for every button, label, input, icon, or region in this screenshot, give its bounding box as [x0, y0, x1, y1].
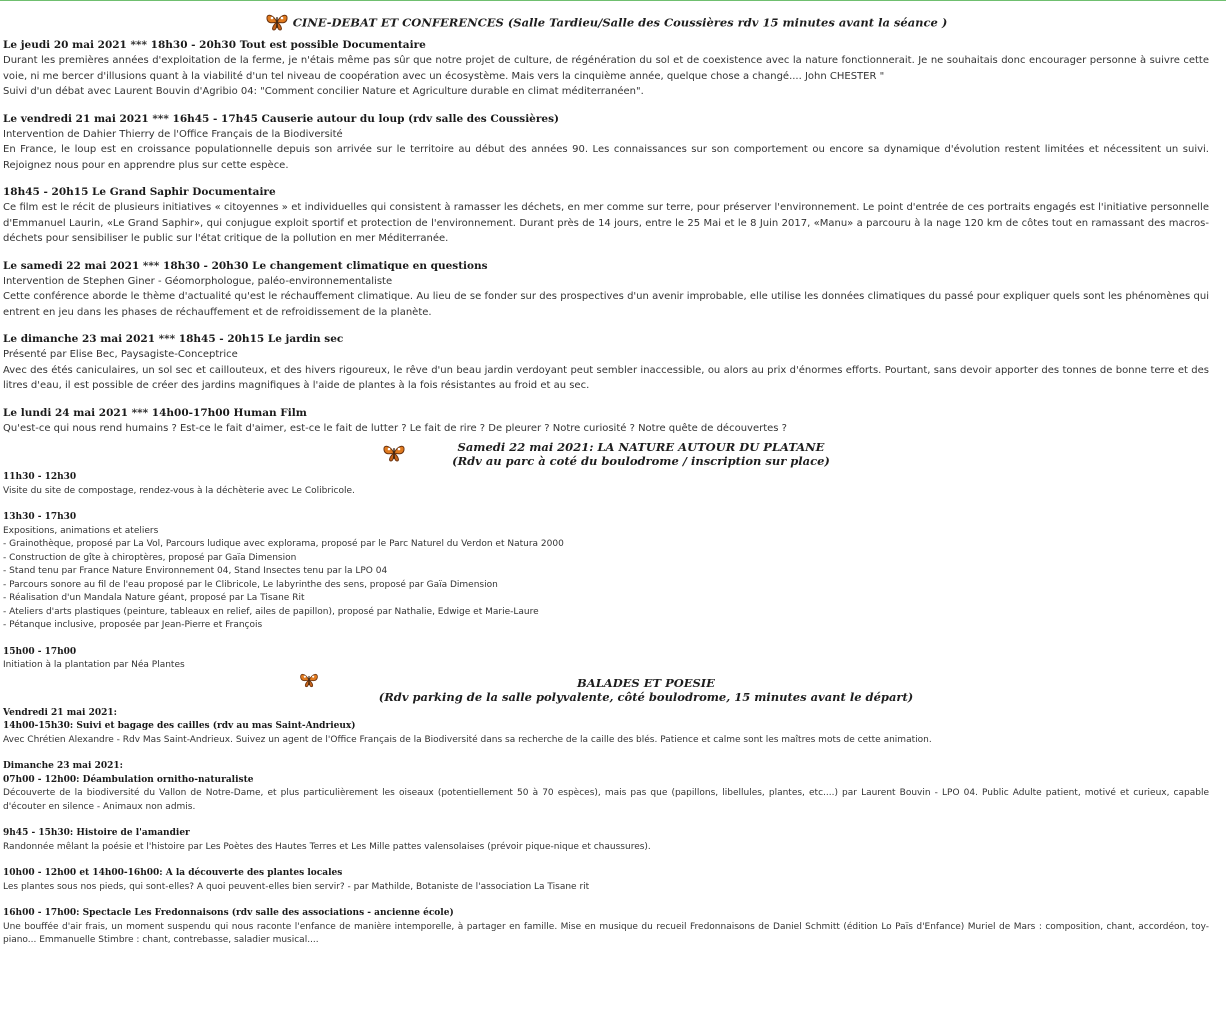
activity-text: Expositions, animations et ateliers	[3, 525, 159, 536]
event-title: 18h45 - 20h15 Le Grand Saphir Documentaire	[3, 186, 276, 198]
activity-text: - Stand tenu par France Nature Environnement 04, Stand Insectes tenu par la LPO 04	[3, 566, 388, 576]
balade-title: 16h00 - 17h00: Spectacle Les Fredonnaisons (rdv salle des associations - ancienne école)	[3, 908, 454, 918]
spacer	[3, 894, 1209, 907]
spacer	[3, 320, 1209, 332]
section-title-line1: BALADES ET POESIE	[577, 675, 715, 690]
activity-text: - Parcours sonore au fil de l'eau proposé par le Clibricole, Le labyrinthe des sens, proposé par Gaïa Dimension	[3, 579, 498, 590]
balade-block	[3, 760, 1209, 814]
event-text: Intervention de Dahier Thierry de l'Office Français de la Biodiversité	[3, 128, 343, 140]
balade-block	[3, 867, 1209, 894]
activity-block	[3, 471, 1209, 498]
event-block	[3, 112, 1209, 174]
event-text: Cette conférence aborde le thème d'actualité qu'est le réchauffement climatique. Au lieu de se fonder sur des prospectives d'un avenir improbable, elle utilise les données climatiques du passé pour expliquer quels sont les phénomènes qui entrent en jeu dans les phases de réchauffement et de refroidissement de la planète.	[3, 291, 1209, 318]
event-text: Qu'est-ce qui nous rend humains ? Est-ce le fait d'aimer, est-ce le fait de lutter ? Le fait de rire ? De pleurer ? Notre curiosité ? Notre quête de découvertes ?	[3, 422, 787, 434]
balade-text: Une bouffée d'air frais, un moment suspendu qui nous raconte l'enfance de manière intemporelle, à partager en famille. Mise en musique du recueil Fredonnaisons de Daniel Schmitt (édition Lo Païs d'Enfance) Muriel de Mars : composition, chant, accordéon, toy-piano... Emmanuelle Stimbre : chant, contrebasse, saladier musical....	[3, 921, 1209, 945]
saturday-activities	[3, 471, 1209, 673]
events-list	[3, 38, 1209, 436]
activity-text: - Pétanque inclusive, proposée par Jean-Pierre et François	[3, 620, 263, 630]
event-text: En France, le loup est en croissance populationnelle depuis son arrivée sur le territoire au début des années 90. Les connaissances sur son comportement ou encore sa dynamique d'évolution restent limitées et nécessitent un suivi. Rejoignez nous pour en apprendre plus sur cette espèce.	[3, 144, 1209, 171]
spacer	[3, 173, 1209, 185]
activity-text: Initiation à la plantation par Néa Plantes	[3, 660, 185, 670]
spacer	[3, 498, 1209, 511]
event-text: Intervention de Stephen Giner - Géomorphologue, paléo-environnementaliste	[3, 275, 393, 287]
spacer	[3, 247, 1209, 259]
activity-text: - Grainothèque, proposé par La Vol, Parcours ludique avec explorama, proposé par le Parc Naturel du Verdon et Natura 2000	[3, 539, 564, 549]
event-title: Le dimanche 23 mai 2021 *** 18h45 - 20h15 Le jardin sec	[3, 333, 344, 345]
balade-title: 9h45 - 15h30: Histoire de l'amandier	[3, 828, 190, 838]
activity-text: - Ateliers d'arts plastiques (peinture, tableaux en relief, ailes de papillon), proposé par Nathalie, Edwige et Marie-Laure	[3, 606, 539, 617]
balade-text: Les plantes sous nos pieds, qui sont-elles? A quoi peuvent-elles bien servir? - par Mathilde, Botaniste de l'association La Tisane rit	[3, 881, 590, 892]
balade-title: Vendredi 21 mai 2021:	[3, 707, 117, 718]
spacer	[3, 814, 1209, 827]
balades-list	[3, 707, 1209, 948]
event-block	[3, 332, 1209, 394]
event-text: Ce film est le récit de plusieurs initiatives « citoyennes » et individuelles qui consistent à ramasser les déchets, en mer comme sur terre, pour préserver l'environnement. Le point d'entrée de ces portraits engagés est l'initiative personnelle d'Emmanuel Laurin, «Le Grand Saphir», qui conjugue exploit sportif et protection de l'environnement. Durant près de 14 jours, entre le 25 Mai et le 8 Juin 2017, «Manu» a parcouru à la nage 120 km de côtes tout en ramassant des macros-déchets pour sensibiliser le public sur l'état critique de la pollution en mer Méditerranée.	[3, 202, 1209, 244]
balade-text: Avec Chrétien Alexandre - Rdv Mas Saint-Andrieux. Suivez un agent de l'Office Français de la Biodiversité dans sa recherche de la caille des blés. Patience et calme sont les maîtres mots de cette animation.	[3, 734, 932, 745]
balade-block	[3, 707, 1209, 748]
section-header-nature-platane	[3, 438, 1209, 470]
spacer	[3, 854, 1209, 867]
balade-title: 14h00-15h30: Suivi et bagage des cailles (rdv au mas Saint-Andrieux)	[3, 721, 356, 731]
event-title: Le lundi 24 mai 2021 *** 14h00-17h00 Human Film	[3, 406, 307, 419]
activity-time: 15h00 - 17h00	[3, 646, 77, 657]
activity-time: 11h30 - 12h30	[3, 472, 77, 482]
butterfly-icon	[265, 12, 289, 35]
balade-title: Dimanche 23 mai 2021:	[3, 761, 123, 771]
butterfly-icon	[299, 671, 319, 692]
section-title-line2: (Rdv au parc à coté du boulodrome / inscription sur place)	[452, 454, 830, 468]
event-block	[3, 185, 1209, 247]
activity-text: - Réalisation d'un Mandala Nature géant, proposé par La Tisane Rit	[3, 593, 305, 603]
event-block	[3, 259, 1209, 321]
butterfly-icon	[382, 442, 406, 467]
event-block	[3, 38, 1209, 100]
balade-block	[3, 827, 1209, 854]
section-title-line1: Samedi 22 mai 2021: LA NATURE AUTOUR DU PLATANE	[457, 440, 825, 454]
event-block	[3, 406, 1209, 437]
program-document	[3, 8, 1209, 948]
event-text: Présenté par Elise Bec, Paysagiste-Conceptrice	[3, 349, 238, 360]
event-title: Le samedi 22 mai 2021 *** 18h30 - 20h30 Le changement climatique en questions	[3, 259, 488, 272]
balade-text: Randonnée mêlant la poésie et l'histoire par Les Poètes des Hautes Terres et Les Mille pattes valensolaises (prévoir pique-nique et chaussures).	[3, 841, 651, 852]
event-title: Le vendredi 21 mai 2021 *** 16h45 - 17h45 Causerie autour du loup (rdv salle des Coussières)	[3, 112, 559, 125]
section-header-balades	[3, 673, 1209, 707]
event-title: Le jeudi 20 mai 2021 *** 18h30 - 20h30 Tout est possible Documentaire	[3, 39, 426, 51]
event-text: Avec des étés caniculaires, un sol sec et caillouteux, et des hivers rigoureux, le rêve d'un beau jardin verdoyant peut sembler inaccessible, ou alors au prix d'énormes efforts. Pourtant, sans devoir apporter des tonnes de bonne terre et des litres d'eau, il est possible de créer des jardins magnifiques à l'aide de plantes à la fois résistantes au froid et au sec.	[3, 364, 1209, 391]
spacer	[3, 747, 1209, 760]
activity-text: Visite du site de compostage, rendez-vous à la déchèterie avec Le Colibricole.	[3, 485, 355, 496]
activity-text: - Construction de gîte à chiroptères, proposé par Gaïa Dimension	[3, 552, 297, 563]
balade-block	[3, 907, 1209, 948]
balade-title: 07h00 - 12h00: Déambulation ornitho-naturaliste	[3, 774, 254, 785]
spacer	[3, 394, 1209, 406]
section-header-cine-debat	[3, 8, 1209, 38]
balade-text: Découverte de la biodiversité du Vallon de Notre-Dame, et plus particulièrement les oiseaux (potentiellement 50 à 70 espèces), mais pas que (papillons, libellules, plantes, etc....) par Laurent Bouvin - LPO 04. Public Adulte patient, motivé et curieux, capable d'écouter en silence - Animaux non admis.	[3, 788, 1209, 812]
activity-block	[3, 646, 1209, 673]
event-text: Suivi d'un débat avec Laurent Bouvin d'Agribio 04: "Comment concilier Nature et Agriculture durable en climat méditerranéen".	[3, 86, 644, 97]
activity-block	[3, 511, 1209, 633]
event-text: Durant les premières années d'exploitation de la ferme, je n'étais même pas sûr que notre projet de culture, de régénération du sol et de coexistence avec la nature fonctionnerait. Je ne souhaitais donc encourager personne à suivre cette voie, ni me bercer d'illusions quant à la viabilité d'un tel niveau de coopération avec un écosystème. Mais vers la cinquième année, quelque chose a changé.... John CHESTER "	[3, 55, 1209, 82]
top-border-line	[0, 0, 1226, 1]
section-title: CINE-DEBAT ET CONFERENCES (Salle Tardieu/Salle des Coussières rdv 15 minutes avant la séance )	[292, 15, 948, 30]
section-title-line2: (Rdv parking de la salle polyvalente, côté boulodrome, 15 minutes avant le départ)	[378, 689, 914, 704]
spacer	[3, 633, 1209, 646]
activity-time: 13h30 - 17h30	[3, 512, 77, 522]
balade-title: 10h00 - 12h00 et 14h00-16h00: A la découverte des plantes locales	[3, 868, 343, 878]
spacer	[3, 100, 1209, 112]
